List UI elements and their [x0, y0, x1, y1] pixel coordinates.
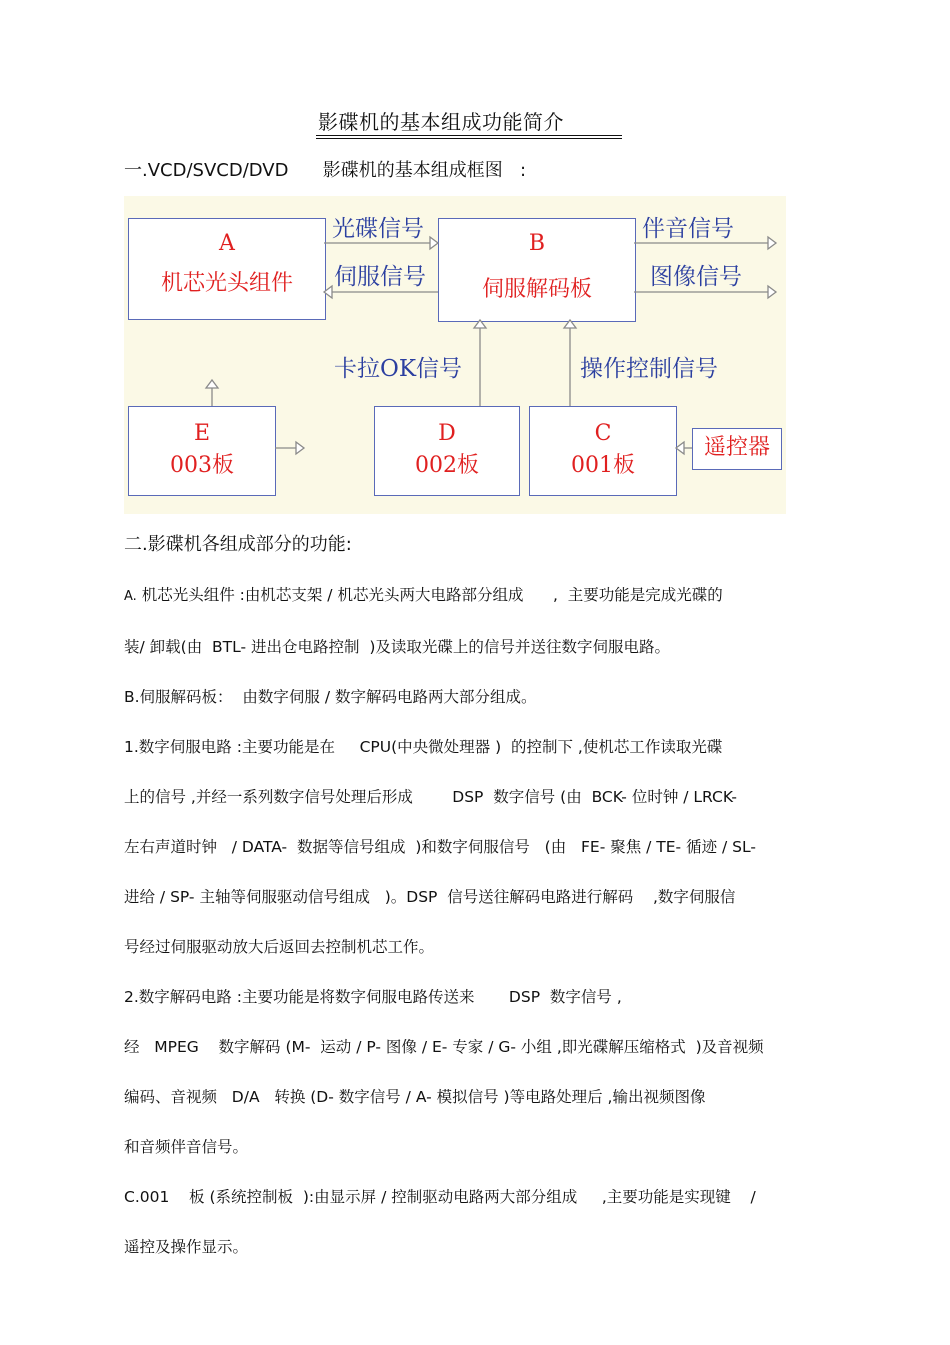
arrowhead-e-up	[206, 380, 218, 388]
paragraph-line: 进给 / SP- 主轴等伺服驱动信号组成 )。DSP 信号送往解码电路进行解码 ,数字伺服信	[124, 888, 736, 906]
label-video-signal: 图像信号	[650, 264, 742, 290]
box-c-name: 001板	[571, 453, 635, 478]
paragraph-line: 左右声道时钟 / DATA- 数据等信号组成 )和数字伺服信号 (由 FE- 聚焦 / TE- 循迹 / SL-	[124, 838, 756, 856]
arrowhead-audio-signal	[768, 237, 776, 249]
paragraph-line: 经 MPEG 数字解码 (M- 运动 / P- 图像 / E- 专家 / G- 小组 ,即光碟解压缩格式 )及音视频	[124, 1038, 764, 1056]
box-e-name: 003板	[170, 453, 234, 478]
box-c-letter: C	[594, 421, 612, 446]
box-d-letter: D	[438, 421, 456, 446]
paragraph-prefix: A.	[124, 589, 137, 604]
box-a-name: 机芯光头组件	[160, 271, 293, 296]
box-d-name: 002板	[415, 453, 479, 478]
paragraph-line: 号经过伺服驱动放大后返回去控制机芯工作。	[124, 938, 435, 956]
paragraph-line: 装/ 卸载(由 BTL- 进出仓电路控制 )及读取光碟上的信号并送往数字伺服电路。	[124, 638, 670, 656]
paragraph-line: 和音频伴音信号。	[124, 1138, 249, 1156]
label-disc-signal: 光碟信号	[332, 216, 424, 242]
body-text	[124, 570, 824, 1272]
arrowhead-e-right	[296, 442, 304, 454]
paragraph-line: C.001 板 (系统控制板 ):由显示屏 / 控制驱动电路两大部分组成 ,主要功能是实现键 /	[124, 1188, 756, 1206]
paragraph-line: 1.数字伺服电路 :主要功能是在 CPU(中央微处理器 ) 的控制下 ,使机芯工作读取光碟	[124, 738, 723, 756]
title-underline-second	[316, 138, 622, 139]
document-title: 影碟机的基本组成功能简介	[318, 110, 564, 134]
box-a-letter: A	[219, 231, 235, 256]
paragraph-line: 遥控及操作显示。	[124, 1238, 249, 1256]
paragraph-line: 编码、音视频 D/A 转换 (D- 数字信号 / A- 模拟信号 )等电路处理后 ,输出视频图像	[124, 1088, 706, 1106]
section-1-heading: 一.VCD/SVCD/DVD 影碟机的基本组成框图 :	[124, 160, 527, 181]
arrowhead-control-signal	[564, 320, 576, 328]
block-diagram	[124, 196, 786, 514]
section-2-heading: 二.影碟机各组成部分的功能:	[124, 534, 352, 555]
arrowhead-remote	[676, 442, 684, 454]
box-b-name: 伺服解码板	[481, 277, 592, 302]
box-e-letter: E	[193, 421, 211, 446]
label-audio-signal: 伴音信号	[642, 216, 734, 242]
arrowhead-video-signal	[768, 286, 776, 298]
remote-control-label: 遥控器	[703, 435, 770, 460]
paragraph-line: A. 机芯光头组件 :由机芯支架 / 机芯光头两大电路部分组成 , 主要功能是完成光碟的	[124, 586, 723, 604]
box-b-letter: B	[528, 231, 546, 256]
label-control-signal: 操作控制信号	[580, 356, 718, 382]
paragraph-line: 上的信号 ,并经一系列数字信号处理后形成 DSP 数字信号 (由 BCK- 位时钟 / LRCK-	[124, 788, 737, 806]
paragraph-line: B.伺服解码板： 由数字伺服 / 数字解码电路两大部分组成。	[124, 688, 537, 706]
arrowhead-servo-signal	[324, 286, 332, 298]
title-underline	[316, 135, 622, 136]
label-karaoke-signal: 卡拉OK信号	[334, 356, 463, 382]
arrowhead-disc-signal	[430, 237, 438, 249]
diagram-arrows	[124, 196, 786, 514]
paragraph-line: 2.数字解码电路 :主要功能是将数字伺服电路传送来 DSP 数字信号 ,	[124, 988, 622, 1006]
label-servo-signal: 伺服信号	[334, 264, 426, 290]
arrowhead-karaoke-signal	[474, 320, 486, 328]
